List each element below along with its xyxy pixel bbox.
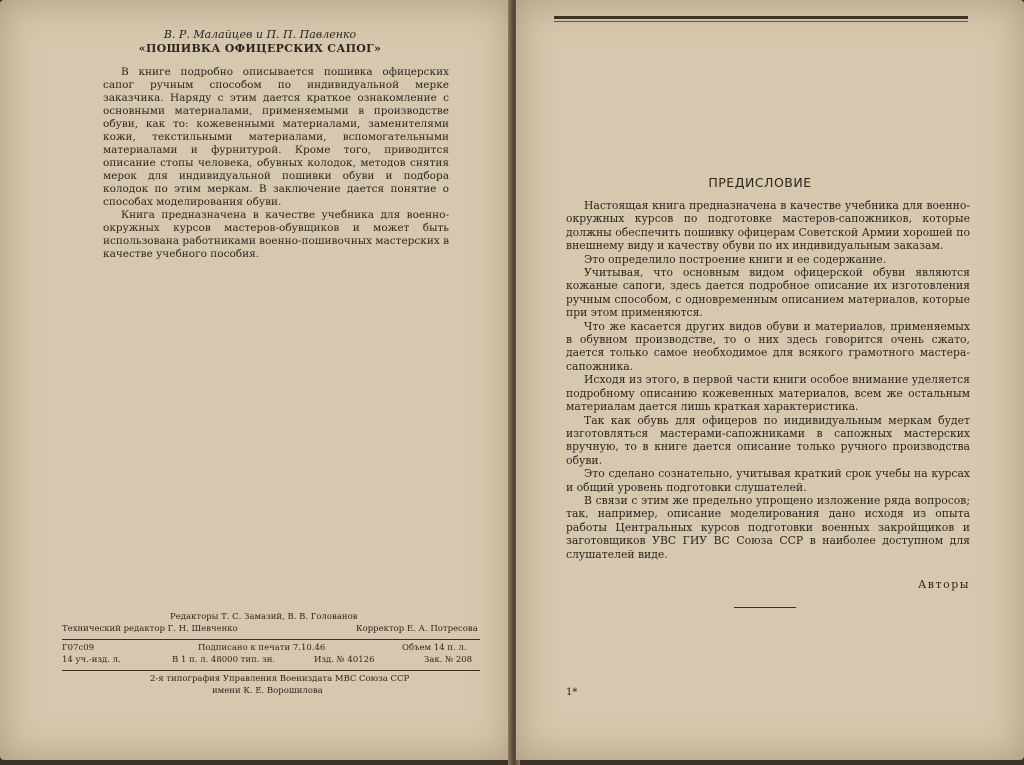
imprint bbox=[62, 612, 482, 698]
preface-paragraph: Это определило построение книги и ее содержание. bbox=[584, 252, 887, 266]
annotation bbox=[103, 66, 449, 261]
left-page bbox=[0, 0, 512, 760]
imprint-uch-izd: 14 уч.-изд. л. bbox=[62, 655, 121, 665]
imprint-signed: Подписано к печати 7.10.46 bbox=[198, 643, 326, 653]
imprint-sheets: В 1 п. л. 48000 тип. зн. bbox=[172, 655, 276, 665]
top-rule bbox=[554, 16, 968, 19]
book-title: «ПОШИВКА ОФИЦЕРСКИХ САПОГ» bbox=[138, 42, 382, 55]
imprint-rule bbox=[62, 670, 480, 671]
page-number: 1* bbox=[566, 687, 578, 698]
preface-paragraph: Настоящая книга предназначена в качестве учебника для военно-окружных курсов по подготовке мастеров-сапожников, которые должны обеспечить пошивку офицерам Советской Армии хорошей по внешнему виду и качеству обуви по их индивидуальным заказам. bbox=[566, 199, 970, 253]
preface-paragraph: Учитывая, что основным видом офицерской обуви являются кожаные сапоги, здесь дается подробное описание их изготовления ручным способом, с одновременным описанием материалов, которые при этом применяются. bbox=[566, 266, 970, 320]
imprint-volume: Объем 14 п. л. bbox=[402, 643, 467, 653]
preface-paragraph: Это сделано сознательно, учитывая краткий срок учебы на курсах и общий уровень подготовки слушателей. bbox=[566, 467, 970, 494]
preface-paragraph: Что же касается других видов обуви и материалов, применяемых в обувном производстве, то о них здесь говорится очень сжато, дается только самое необходимое для всякого грамотного мастера-сапожника. bbox=[566, 319, 970, 373]
preface-signature: Авторы bbox=[917, 578, 970, 591]
imprint-editors: Редакторы Т. С. Замазий, В. В. Голованов bbox=[170, 612, 358, 622]
preface-heading: ПРЕДИСЛОВИЕ bbox=[708, 175, 812, 190]
preface-paragraph: Так как обувь для офицеров по индивидуальным меркам будет изготовляться мастерами-сапожниками в сапожных мастерских вручную, то в книге дается описание только ручного производства обуви. bbox=[566, 413, 970, 467]
imprint-izd-no: Изд. № 40126 bbox=[314, 655, 375, 665]
imprint-rule bbox=[62, 639, 480, 640]
annotation-paragraph: В книге подробно описывается пошивка офицерских сапог ручным способом по индивидуальной мерке заказчика. Наряду с этим дается краткое ознакомление с основными материалами, применяемыми в производстве обуви, как то: кожевенными материалами, заменителями кожи, текстильными материалами, вспомогательными материалами и фурнитурой. Кроме того, приводится описание стопы человека, обувных колодок, методов снятия мерок для индивидуальной пошивки обуви и подбора колодок по этим меркам. В заключение дается понятие о способах моделирования обуви. bbox=[103, 66, 449, 208]
book-authors: В. Р. Малайцев и П. П. Павленко bbox=[163, 28, 357, 41]
imprint-corrector: Корректор Е. А. Потресова bbox=[356, 624, 478, 634]
imprint-tech-editor: Технический редактор Г. Н. Шевченко bbox=[62, 624, 238, 634]
top-rule-thin bbox=[554, 21, 968, 22]
end-rule bbox=[734, 607, 796, 608]
imprint-code: Г07с09 bbox=[62, 643, 95, 653]
imprint-order: Зак. № 208 bbox=[424, 655, 473, 665]
imprint-printer-2: имени К. Е. Ворошилова bbox=[212, 686, 323, 696]
imprint-printer-1: 2-я типография Управления Воениздата МВС Союза ССР bbox=[150, 674, 410, 684]
preface-paragraph: Исходя из этого, в первой части книги особое внимание уделяется подробному описанию кожевенных материалов, всем же остальным материалам дается лишь краткая характеристика. bbox=[566, 373, 970, 414]
annotation-paragraph: Книга предназначена в качестве учебника для военно-окружных курсов мастеров-обувщиков и может быть использована работниками военно-пошивочных мастерских в качестве учебного пособия. bbox=[103, 209, 450, 260]
preface-text bbox=[566, 199, 970, 561]
preface-paragraph: В связи с этим же предельно упрощено изложение ряда вопросов; так, например, описание моделирования дано исходя из опыта работы Центральных курсов подготовки военных закройщиков и заготовщиков УВС ГИУ ВС Союза ССР в наиболее доступном для слушателей виде. bbox=[566, 493, 970, 561]
